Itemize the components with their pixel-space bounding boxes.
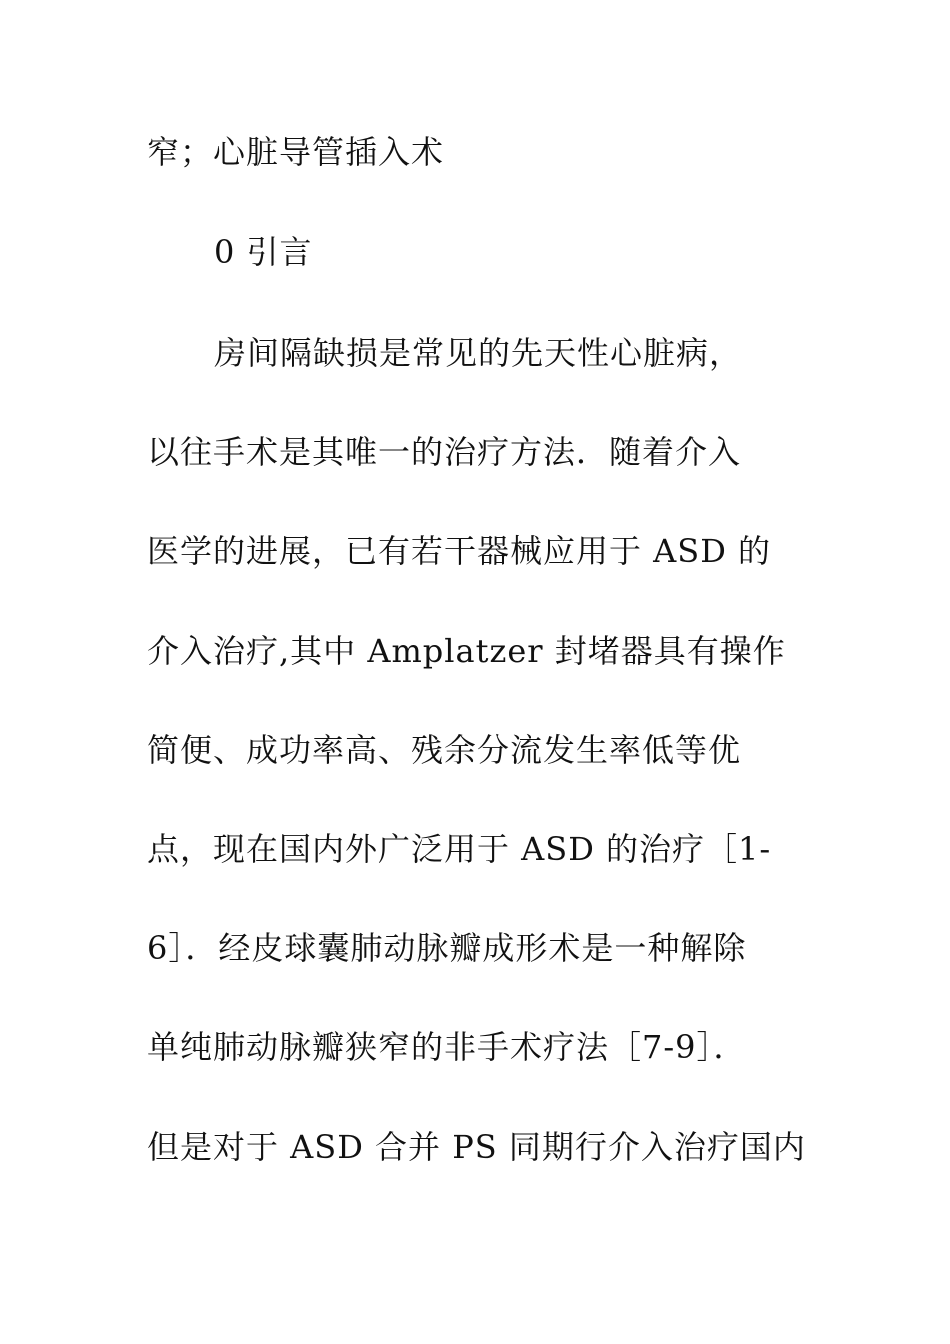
paragraph-line: 医学的进展，已有若干器械应用于 ASD 的 xyxy=(147,532,772,570)
section-heading: 0 引言 xyxy=(214,233,313,271)
paragraph-line: 以往手术是其唯一的治疗方法．随着介入 xyxy=(147,433,742,471)
paragraph-line: 6］．经皮球囊肺动脉瓣成形术是一种解除 xyxy=(147,929,747,967)
paragraph-line: 点，现在国内外广泛用于 ASD 的治疗［1- xyxy=(147,830,772,868)
paragraph-line: 但是对于 ASD 合并 PS 同期行介入治疗国内 xyxy=(147,1128,806,1166)
paragraph-line: 介入治疗,其中 Amplatzer 封堵器具有操作 xyxy=(147,632,786,670)
paragraph-line: 房间隔缺损是常见的先天性心脏病， xyxy=(214,334,743,372)
keywords-line: 窄；心脏导管插入术 xyxy=(147,133,445,171)
paragraph-line: 简便、成功率高、残余分流发生率低等优 xyxy=(147,731,742,769)
paragraph-line: 单纯肺动脉瓣狭窄的非手术疗法［7-9］． xyxy=(147,1028,747,1066)
